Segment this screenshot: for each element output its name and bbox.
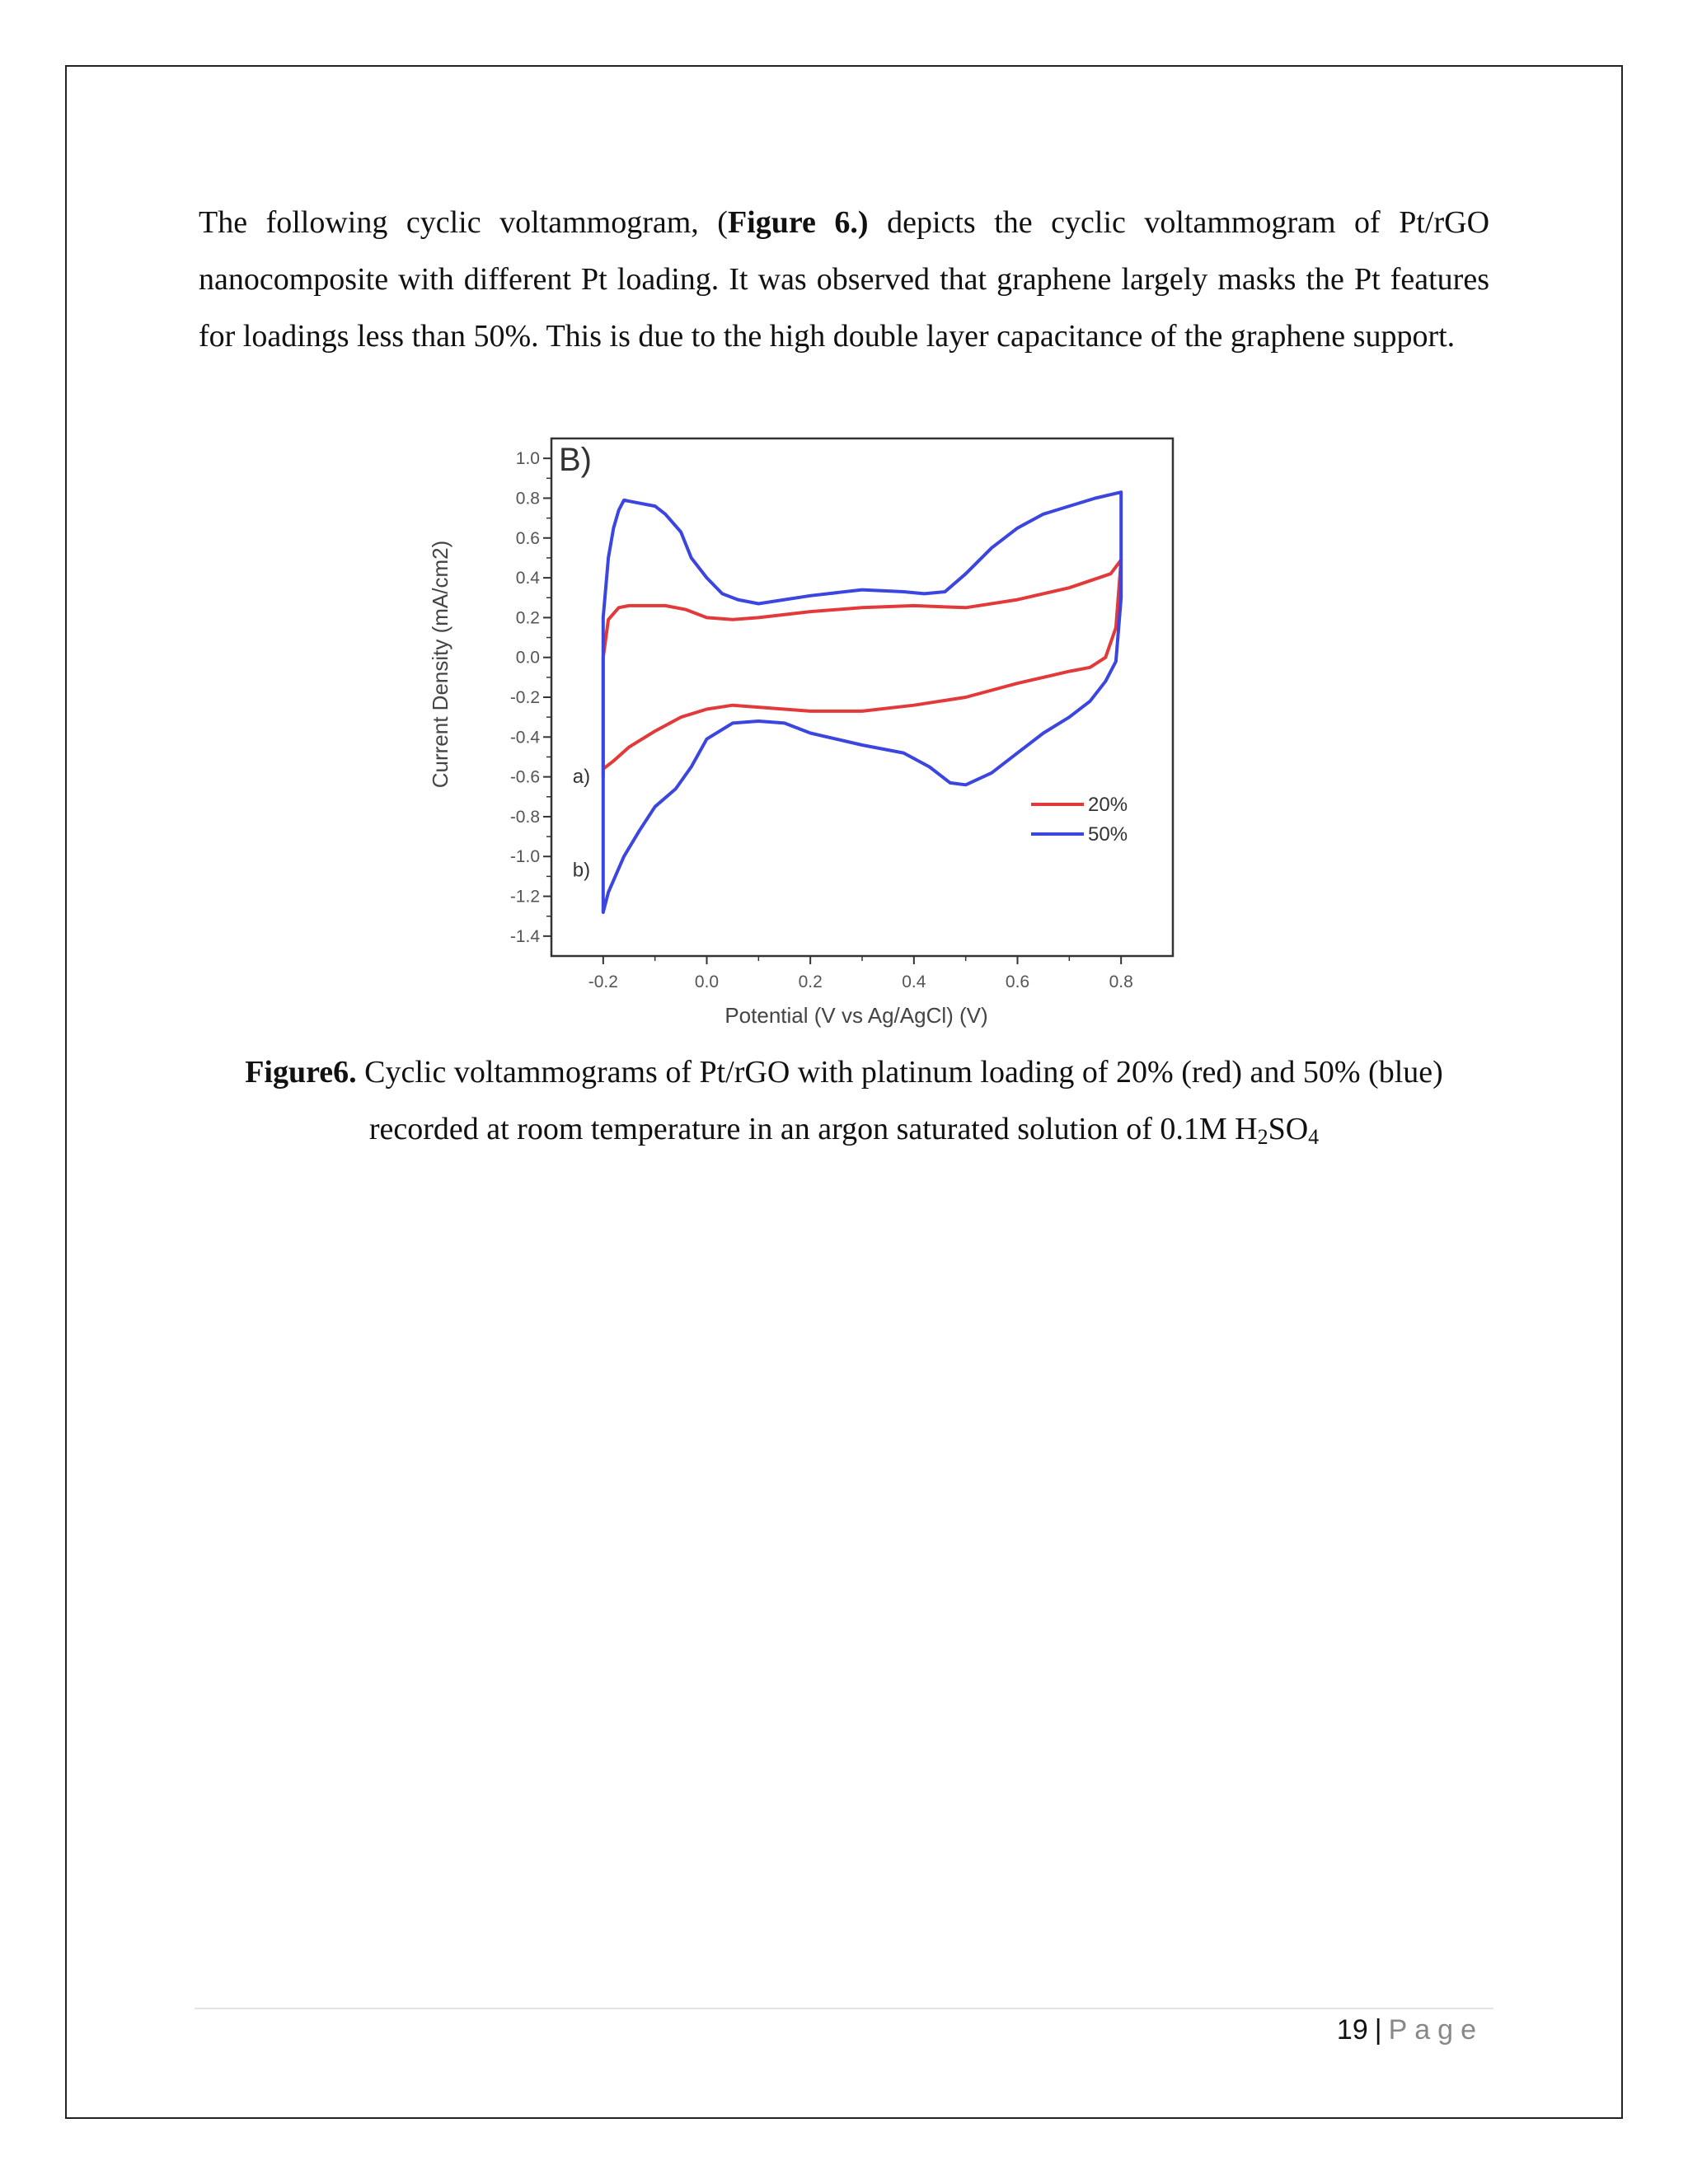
- curve-annotation: b): [572, 859, 591, 882]
- figure-reference: Figure 6.): [727, 205, 869, 240]
- curve-annotation: a): [572, 765, 591, 788]
- caption-subscript-1: 2: [1257, 1125, 1268, 1149]
- y-tick-label: 0.2: [515, 608, 540, 628]
- legend-label: 50%: [1088, 823, 1128, 846]
- cyclic-voltammogram-chart: [398, 409, 1242, 1043]
- figure-6: [398, 409, 1242, 1043]
- page-number: 19: [1336, 2014, 1368, 2046]
- x-tick-label: 0.4: [902, 972, 926, 991]
- y-tick-label: -0.2: [509, 688, 540, 707]
- paragraph-text-after: depicts the cyclic voltammogram of Pt/rGO nanocomposite with different Pt loading. It was observed that graphene largely masks the Pt features for loadings less than 50%. This is due to the high double layer capacitance of the graphene support.: [199, 205, 1490, 354]
- y-tick-label: -0.8: [509, 807, 540, 827]
- y-tick-label: 0.8: [515, 489, 540, 509]
- chart-series: [603, 492, 1121, 912]
- page-footer: [1337, 2014, 1484, 2046]
- x-tick-label: 0.2: [798, 972, 823, 991]
- y-axis-label: Current Density (mA/cm2): [428, 540, 452, 789]
- body-paragraph: [199, 194, 1489, 365]
- chart-axes: [551, 438, 1173, 956]
- caption-formula-mid: SO: [1268, 1112, 1309, 1146]
- caption-label: Figure6.: [245, 1055, 357, 1090]
- caption-subscript-2: 4: [1308, 1125, 1320, 1149]
- x-tick-label: -0.2: [588, 972, 618, 991]
- series-line-50pct: [603, 492, 1121, 912]
- figure-caption: [148, 1044, 1540, 1158]
- chart-annotations: [573, 766, 590, 882]
- x-tick-label: 0.8: [1109, 972, 1133, 991]
- y-tick-label: -1.2: [509, 887, 540, 907]
- y-tick-label: -1.0: [509, 847, 540, 867]
- caption-line-2: [148, 1101, 1540, 1158]
- chart-legend: [1031, 794, 1128, 846]
- page-word: Page: [1388, 2014, 1484, 2046]
- paragraph-text-before: The following cyclic voltammogram, (: [199, 205, 728, 240]
- x-axis-label: Potential (V vs Ag/AgCl) (V): [724, 1003, 988, 1028]
- caption-line2-text: recorded at room temperature in an argon saturated solution of 0.1M H: [368, 1112, 1258, 1146]
- y-tick-label: -1.4: [509, 926, 540, 946]
- y-tick-label: -0.4: [509, 728, 540, 748]
- y-tick-label: 0.6: [515, 528, 540, 548]
- panel-label: B): [559, 442, 592, 478]
- y-tick-label: 1.0: [515, 449, 540, 469]
- x-tick-label: 0.6: [1005, 972, 1030, 991]
- caption-text: Cyclic voltammograms of Pt/rGO with platinum loading of 20% (red) and 50% (blue): [356, 1055, 1443, 1090]
- y-tick-label: 0.0: [515, 648, 540, 668]
- legend-label: 20%: [1088, 794, 1128, 816]
- x-tick-label: 0.0: [694, 972, 720, 991]
- footer-rule: [195, 2008, 1493, 2009]
- caption-line-1: [148, 1044, 1540, 1101]
- y-tick-label: -0.6: [509, 767, 540, 787]
- y-tick-label: 0.4: [515, 569, 540, 588]
- footer-separator: |: [1374, 2014, 1382, 2046]
- plot-frame: [551, 438, 1173, 956]
